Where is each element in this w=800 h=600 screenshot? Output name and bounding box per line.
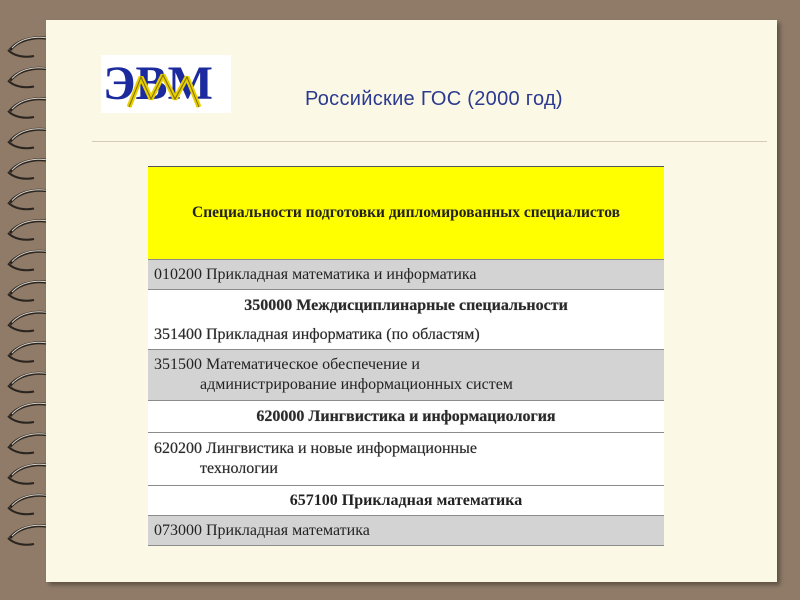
row-text: 073000 Прикладная математика xyxy=(148,516,664,546)
group-heading: 350000 Междисциплинарные специальности xyxy=(244,296,568,314)
group-heading: 657100 Прикладная математика xyxy=(289,491,523,509)
table-row xyxy=(148,401,664,433)
table-row xyxy=(148,290,664,322)
divider xyxy=(92,141,767,142)
row-text: 620200 Лингвистика и новые информационные xyxy=(154,440,477,457)
row-text: 351500 Математическое обеспечение и xyxy=(154,356,420,373)
table-heading: Специальности подготовки дипломированных специалистов xyxy=(148,167,664,260)
row-text-continued: технологии xyxy=(200,460,278,477)
table-heading-row xyxy=(148,167,664,260)
table-row xyxy=(148,260,664,290)
table-row xyxy=(148,350,664,401)
table-row xyxy=(148,486,664,516)
table-row xyxy=(148,516,664,546)
table-row xyxy=(148,321,664,350)
row-text-continued: администрирование информационных систем xyxy=(200,376,513,393)
row-text: 351400 Прикладная информатика (по областям) xyxy=(154,326,480,343)
row-text: 010200 Прикладная математика и информатика xyxy=(148,260,664,290)
page-title: Российские ГОС (2000 год) xyxy=(305,88,563,110)
group-heading: 620000 Лингвистика и информациология xyxy=(256,407,556,425)
table-row xyxy=(148,433,664,486)
specialties-table xyxy=(148,166,664,546)
svg-text:ЭВМ: ЭВМ xyxy=(103,57,213,110)
evm-logo xyxy=(101,55,231,113)
